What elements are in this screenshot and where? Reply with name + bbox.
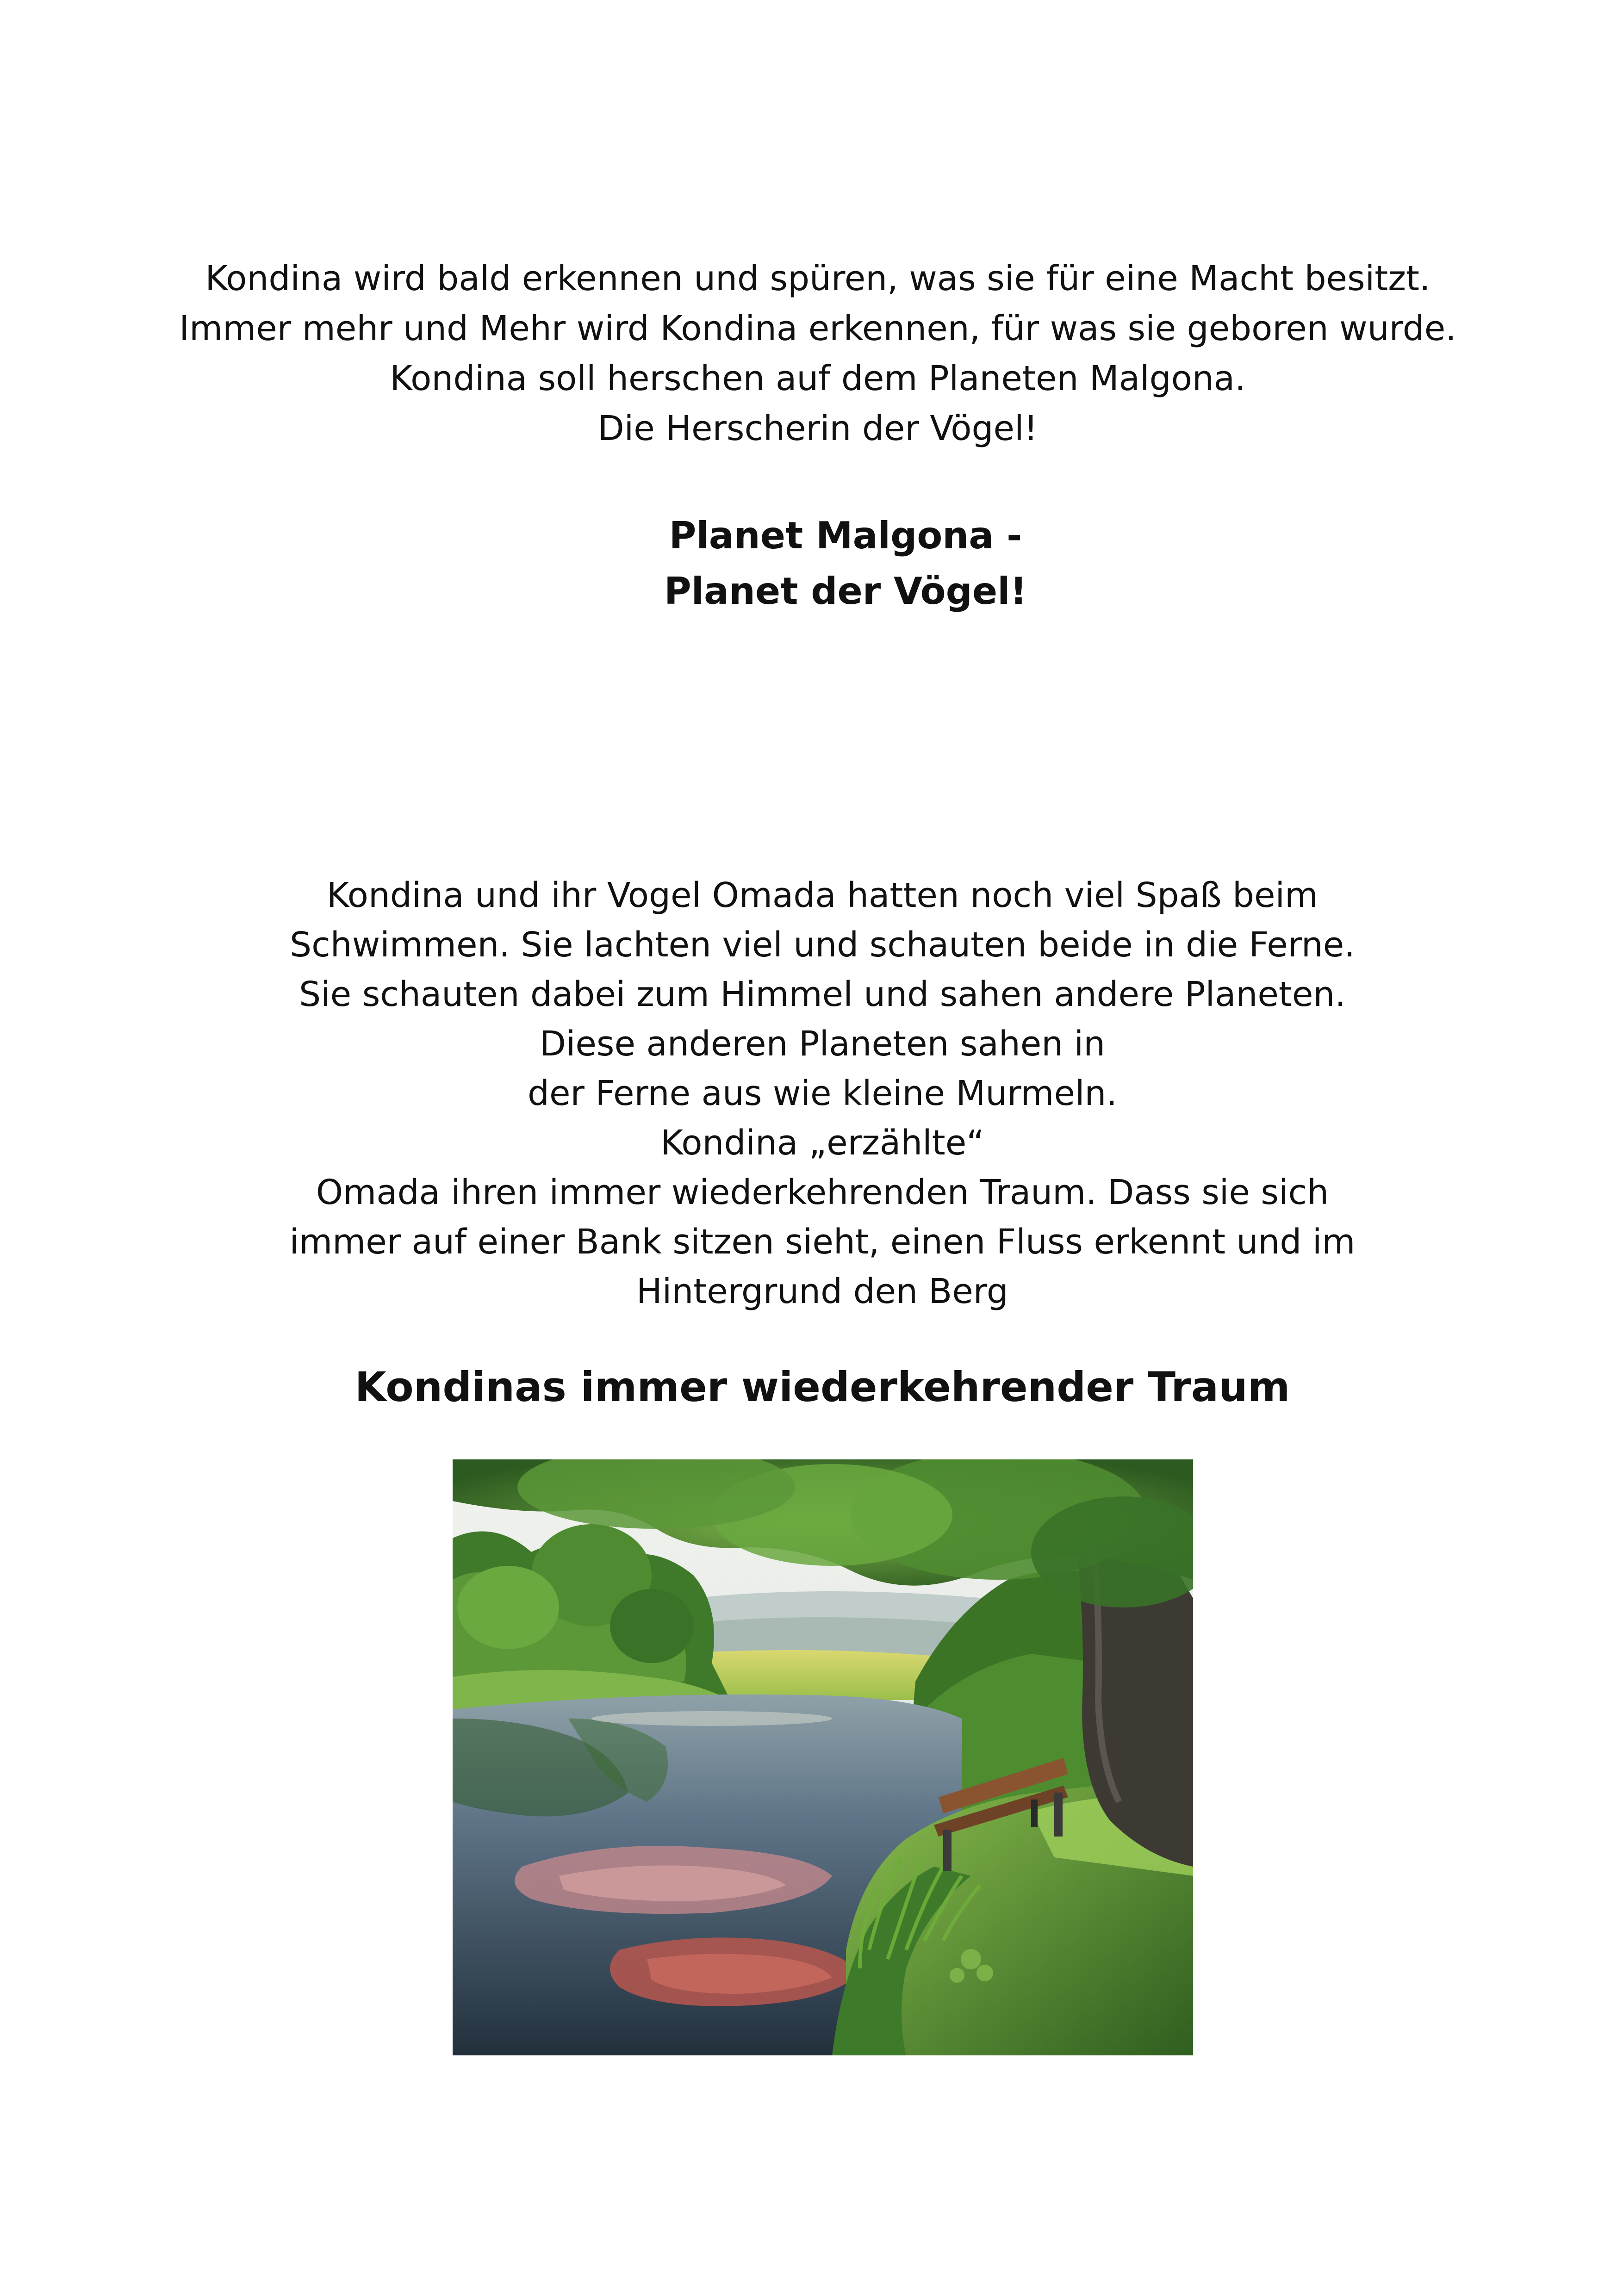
intro-line: Immer mehr und Mehr wird Kondina erkennen, für was sie geboren wurde. bbox=[179, 309, 1456, 348]
story-line: Omada ihren immer wiederkehrenden Traum. Dass sie sich bbox=[316, 1173, 1329, 1212]
dream-landscape-image bbox=[453, 1459, 1193, 2055]
story-line: Diese anderen Planeten sahen in bbox=[539, 1024, 1106, 1064]
planet-heading-line: Planet Malgona - bbox=[669, 514, 1022, 557]
story-line: Hintergrund den Berg bbox=[636, 1272, 1008, 1311]
story-line: immer auf einer Bank sitzen sieht, einen Fluss erkennt und im bbox=[289, 1222, 1356, 1262]
story-line: Kondina „erzählte“ bbox=[660, 1123, 984, 1163]
intro-line: Die Herscherin der Vögel! bbox=[597, 409, 1038, 448]
story-line: Schwimmen. Sie lachten viel und schauten beide in die Ferne. bbox=[290, 925, 1355, 965]
story-line: Sie schauten dabei zum Himmel und sahen andere Planeten. bbox=[299, 974, 1346, 1014]
intro-line: Kondina soll herschen auf dem Planeten Malgona. bbox=[390, 359, 1246, 398]
intro-paragraph bbox=[0, 254, 1617, 453]
story-line: der Ferne aus wie kleine Murmeln. bbox=[528, 1074, 1117, 1113]
story-paragraph bbox=[0, 871, 1617, 1316]
intro-line: Kondina wird bald erkennen und spüren, was sie für eine Macht besitzt. bbox=[205, 259, 1430, 298]
planet-heading-line: Planet der Vögel! bbox=[664, 570, 1027, 613]
dream-heading-title: Kondinas immer wiederkehrender Traum bbox=[354, 1363, 1290, 1411]
story-line: Kondina und ihr Vogel Omada hatten noch viel Spaß beim bbox=[326, 875, 1318, 915]
planet-heading bbox=[0, 508, 1617, 619]
dream-heading bbox=[0, 1359, 1617, 1415]
